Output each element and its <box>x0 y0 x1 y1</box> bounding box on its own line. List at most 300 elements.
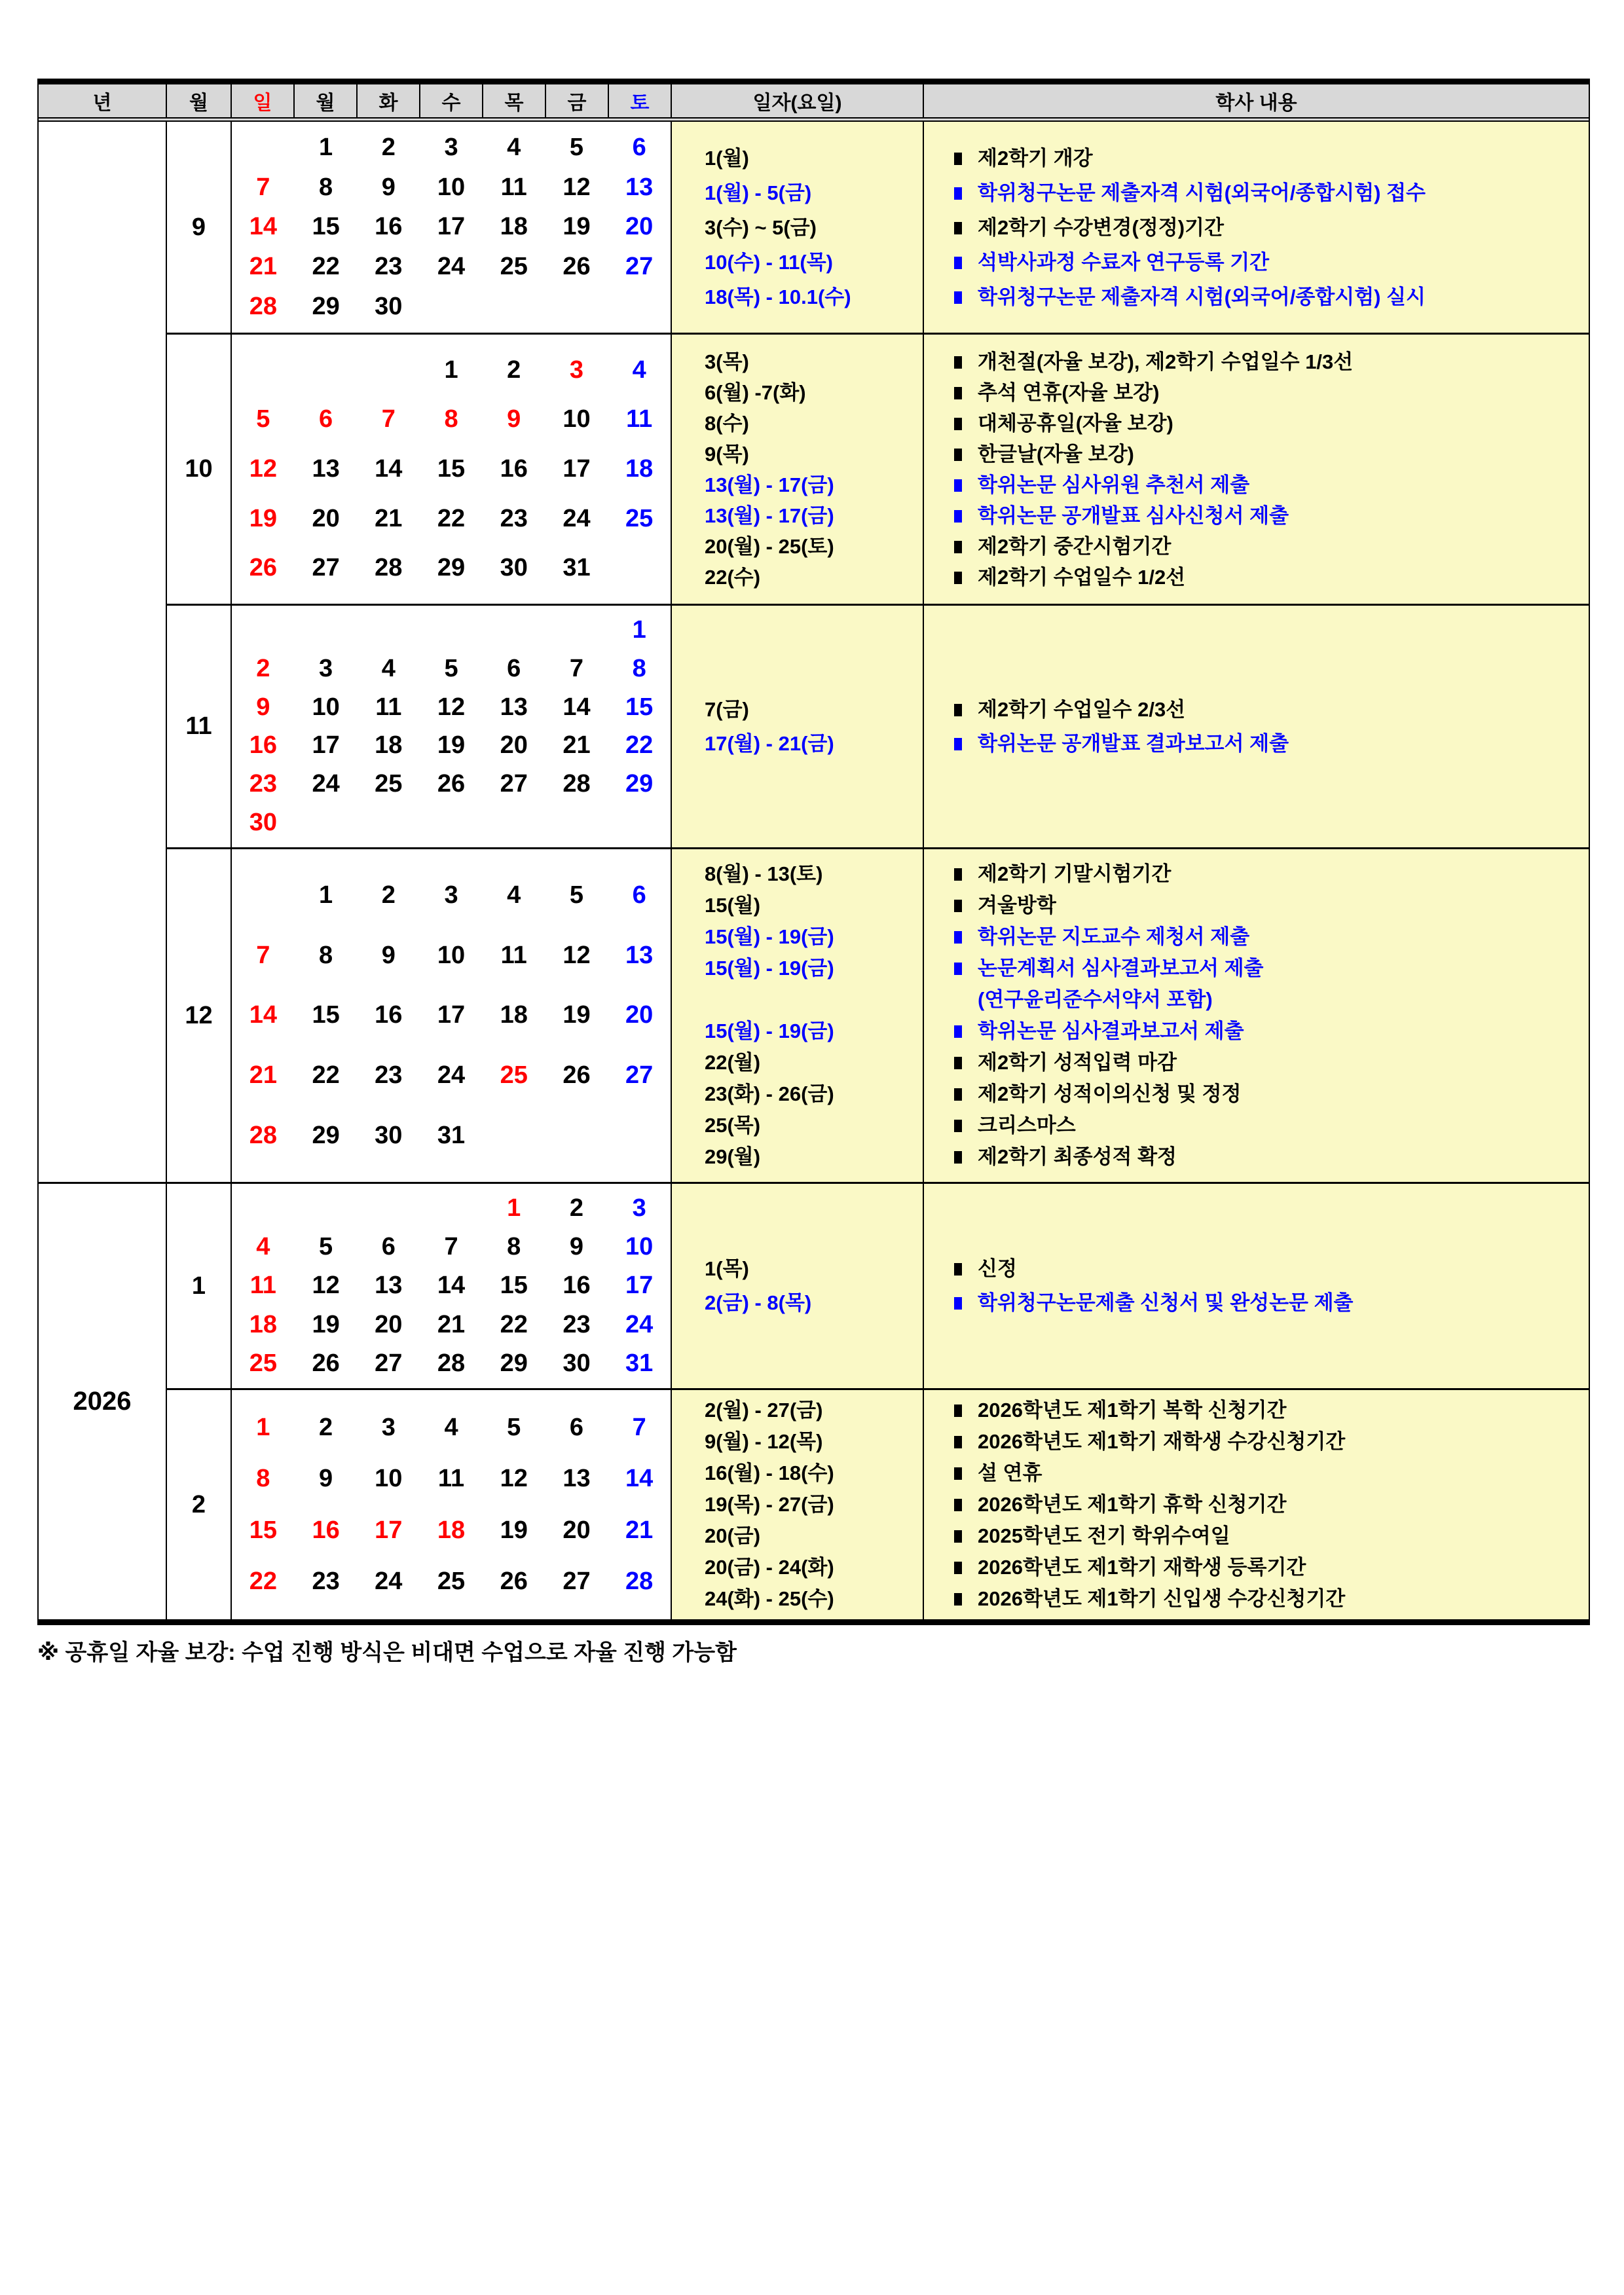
calendar-day: 30 <box>375 1122 403 1150</box>
calendar-day: 16 <box>249 731 277 760</box>
calendar-day: 28 <box>249 293 277 321</box>
event-item <box>954 921 1589 953</box>
calendar-day: 10 <box>625 1233 654 1261</box>
calendar-day: 11 <box>626 405 653 433</box>
calendar-day: 8 <box>319 941 333 969</box>
event-text: 겨울방학 <box>978 894 1056 917</box>
header-date-column: 일자(요일) <box>672 84 924 117</box>
bullet-square-icon <box>954 418 962 430</box>
event-date: 3(수) ~ 5(금) <box>705 215 817 239</box>
calendar-day: 10 <box>312 693 340 721</box>
calendar-week <box>232 693 671 722</box>
calendar-day <box>295 356 358 384</box>
event-contents-column <box>924 606 1589 847</box>
calendar-day: 7 <box>444 1233 458 1261</box>
calendar-week <box>232 1414 671 1442</box>
calendar-day: 23 <box>563 1310 591 1338</box>
calendar-day: 13 <box>625 941 654 969</box>
event-text: 학위논문 공개발표 심사신청서 제출 <box>978 504 1289 527</box>
header-year: 년 <box>39 84 167 117</box>
calendar-day: 31 <box>625 1349 654 1377</box>
calendar-day: 11 <box>375 693 402 721</box>
calendar-day: 5 <box>444 654 458 682</box>
calendar-day: 4 <box>444 1413 458 1441</box>
event-date: 20(금) <box>705 1524 761 1547</box>
bullet-square-icon <box>954 187 962 200</box>
calendar-day: 16 <box>375 1001 403 1029</box>
calendar-day: 5 <box>319 1233 333 1261</box>
bullet-square-icon <box>954 1263 962 1276</box>
calendar-day: 8 <box>507 1233 521 1261</box>
event-text: 학위청구논문제출 신청서 및 완성논문 제출 <box>978 1291 1354 1314</box>
calendar-day: 1 <box>319 133 333 161</box>
calendar-day: 21 <box>625 1516 654 1544</box>
event-date: 2(월) - 27(금) <box>705 1399 823 1422</box>
event-date: 15(월) <box>705 894 761 917</box>
month-section <box>167 122 1589 333</box>
month-number: 2 <box>167 1390 232 1619</box>
month-calendar <box>232 122 672 333</box>
calendar-day: 2 <box>569 1194 584 1222</box>
calendar-day: 7 <box>632 1413 646 1441</box>
calendar-week <box>232 1349 671 1378</box>
calendar-day: 17 <box>563 454 591 483</box>
calendar-week <box>232 253 671 281</box>
event-date: 18(목) - 10.1(수) <box>705 285 851 308</box>
calendar-day: 24 <box>437 253 466 281</box>
event-text: 제2학기 수업일수 2/3선 <box>978 697 1186 721</box>
calendar-week <box>232 942 671 970</box>
bullet-square-icon <box>954 963 962 975</box>
calendar-day: 11 <box>500 173 527 201</box>
calendar-day: 30 <box>375 293 403 321</box>
calendar-day: 12 <box>249 454 277 483</box>
calendar-day <box>483 1122 545 1150</box>
event-item <box>954 1583 1589 1615</box>
calendar-day: 13 <box>563 1465 591 1493</box>
calendar-day: 12 <box>563 173 591 201</box>
calendar-day: 20 <box>312 504 340 532</box>
bullet-square-icon <box>954 1405 962 1417</box>
month-calendar <box>232 606 672 847</box>
event-text: 2026학년도 제1학기 신입생 수강신청기간 <box>978 1587 1346 1610</box>
calendar-day: 13 <box>375 1272 403 1300</box>
event-date: 22(수) <box>705 565 761 589</box>
event-date: 15(월) - 19(금) <box>705 1019 834 1042</box>
calendar-day: 20 <box>625 1001 654 1029</box>
event-date: 1(월) - 5(금) <box>705 181 812 204</box>
calendar-day: 23 <box>375 1061 403 1090</box>
event-text: 논문계획서 심사결과보고서 제출 <box>978 957 1264 980</box>
calendar-day: 1 <box>444 356 458 384</box>
calendar-day: 28 <box>563 770 591 798</box>
month-number: 9 <box>167 122 232 333</box>
calendar-day: 6 <box>632 881 646 909</box>
header-weekday: 수 <box>420 84 483 117</box>
calendar-day: 30 <box>563 1349 591 1377</box>
event-text: 제2학기 수강변경(정정)기간 <box>978 215 1224 239</box>
event-date: 2(금) - 8(목) <box>705 1291 812 1314</box>
calendar-day: 15 <box>500 1272 528 1300</box>
calendar-day: 26 <box>563 253 591 281</box>
bullet-square-icon <box>954 704 962 716</box>
event-text: 학위청구논문 제출자격 시험(외국어/종합시험) 접수 <box>978 181 1426 204</box>
calendar-day: 27 <box>625 1061 654 1090</box>
event-item <box>954 500 1589 531</box>
calendar-day <box>232 1194 295 1222</box>
event-item <box>954 1141 1589 1173</box>
calendar-day: 5 <box>256 405 270 433</box>
calendar-day: 2 <box>507 356 521 384</box>
calendar-day: 22 <box>249 1568 277 1596</box>
calendar-day: 24 <box>563 504 591 532</box>
event-date: 7(금) <box>705 697 749 721</box>
calendar-day: 10 <box>563 405 591 433</box>
calendar-day: 25 <box>625 504 654 532</box>
event-dates-column <box>672 335 924 604</box>
event-item <box>954 1078 1589 1110</box>
event-date: 19(목) - 27(금) <box>705 1493 834 1516</box>
event-text: 제2학기 최종성적 확정 <box>978 1145 1177 1168</box>
calendar-day: 21 <box>437 1310 466 1338</box>
calendar-day: 26 <box>249 554 277 582</box>
calendar-day <box>483 293 545 321</box>
event-item <box>954 210 1589 245</box>
calendar-day: 23 <box>375 253 403 281</box>
event-date: 15(월) - 19(금) <box>705 925 834 948</box>
bullet-square-icon <box>954 257 962 269</box>
calendar-week <box>232 1516 671 1545</box>
event-item <box>954 245 1589 280</box>
event-item <box>954 1458 1589 1489</box>
month-section <box>167 1388 1589 1619</box>
calendar-day: 28 <box>437 1349 466 1377</box>
event-item <box>954 469 1589 500</box>
calendar-day: 19 <box>437 731 466 760</box>
event-contents-column <box>924 849 1589 1182</box>
calendar-day: 2 <box>319 1413 333 1441</box>
event-item <box>954 1395 1589 1426</box>
bullet-square-icon <box>954 541 962 553</box>
event-text: 학위논문 심사위원 추천서 제출 <box>978 473 1250 496</box>
calendar-day: 20 <box>500 731 528 760</box>
event-contents-column <box>924 1184 1589 1388</box>
calendar-day: 19 <box>563 213 591 241</box>
calendar-day: 24 <box>312 770 340 798</box>
event-text: 2026학년도 제1학기 재학생 수강신청기간 <box>978 1430 1346 1453</box>
calendar-week <box>232 213 671 241</box>
month-number: 12 <box>167 849 232 1182</box>
bullet-square-icon <box>954 1151 962 1164</box>
event-item <box>954 1489 1589 1520</box>
calendar-day <box>232 356 295 384</box>
calendar-day: 2 <box>381 133 396 161</box>
event-date: 1(목) <box>705 1257 749 1280</box>
event-text: (연구윤리준수서약서 포함) <box>978 988 1213 1011</box>
bullet-square-icon <box>954 738 962 750</box>
calendar-day: 16 <box>375 213 403 241</box>
table-body <box>39 122 1589 1619</box>
calendar-day: 15 <box>249 1516 277 1544</box>
calendar-week <box>232 554 671 582</box>
bullet-square-icon <box>954 900 962 912</box>
calendar-day: 15 <box>312 1001 340 1029</box>
calendar-day <box>608 1122 671 1150</box>
bullet-square-icon <box>954 1120 962 1132</box>
calendar-day: 19 <box>563 1001 591 1029</box>
bullet-square-icon <box>954 153 962 165</box>
event-date: 3(목) <box>705 350 749 373</box>
calendar-day: 29 <box>312 1122 340 1150</box>
calendar-day: 2 <box>256 654 270 682</box>
calendar-week <box>232 1194 671 1222</box>
calendar-day <box>420 809 483 837</box>
calendar-day: 9 <box>381 941 396 969</box>
calendar-day: 6 <box>319 405 333 433</box>
header-month: 월 <box>167 84 232 117</box>
event-date: 22(월) <box>705 1051 761 1074</box>
event-text: 대체공휴일(자율 보강) <box>978 411 1173 435</box>
bullet-square-icon <box>954 356 962 369</box>
event-date: 8(수) <box>705 411 749 435</box>
event-item <box>954 1252 1589 1286</box>
month-section <box>167 847 1589 1182</box>
calendar-day: 22 <box>312 1061 340 1090</box>
calendar-day: 1 <box>319 881 333 909</box>
calendar-day: 12 <box>437 693 466 721</box>
calendar-day <box>357 809 420 837</box>
calendar-day: 10 <box>437 173 466 201</box>
calendar-day: 28 <box>249 1122 277 1150</box>
calendar-day: 25 <box>437 1568 466 1596</box>
calendar-day: 14 <box>249 1001 277 1029</box>
calendar-day <box>545 616 608 644</box>
event-date: 10(수) - 11(목) <box>705 250 833 274</box>
calendar-day: 9 <box>319 1465 333 1493</box>
event-text: 2026학년도 제1학기 복학 신청기간 <box>978 1399 1287 1422</box>
calendar-week <box>232 1272 671 1300</box>
calendar-week <box>232 655 671 683</box>
calendar-day: 15 <box>625 693 654 721</box>
month-section <box>167 1182 1589 1388</box>
calendar-day: 25 <box>375 770 403 798</box>
event-item <box>954 175 1589 210</box>
event-text: 학위논문 지도교수 제청서 제출 <box>978 925 1250 948</box>
event-text: 제2학기 수업일수 1/2선 <box>978 565 1186 589</box>
event-text: 2026학년도 제1학기 휴학 신청기간 <box>978 1493 1287 1516</box>
event-item <box>954 953 1589 984</box>
calendar-week <box>232 1233 671 1261</box>
event-date: 13(월) - 17(금) <box>705 473 834 496</box>
calendar-day: 10 <box>375 1465 403 1493</box>
calendar-day: 24 <box>625 1310 654 1338</box>
event-item <box>954 531 1589 562</box>
calendar-week <box>232 616 671 644</box>
calendar-day: 14 <box>437 1272 466 1300</box>
calendar-day: 4 <box>507 133 521 161</box>
header-weekday: 목 <box>483 84 546 117</box>
event-date: 20(월) - 25(토) <box>705 534 834 558</box>
calendar-day <box>295 809 358 837</box>
calendar-day <box>545 1122 608 1150</box>
calendar-day <box>608 809 671 837</box>
calendar-day <box>357 1194 420 1222</box>
calendar-day: 6 <box>381 1233 396 1261</box>
bullet-square-icon <box>954 1562 962 1574</box>
event-text: 학위논문 공개발표 결과보고서 제출 <box>978 731 1289 755</box>
event-date: 20(금) - 24(화) <box>705 1556 834 1579</box>
calendar-day: 5 <box>507 1413 521 1441</box>
event-date <box>705 984 923 1016</box>
calendar-week <box>232 1568 671 1596</box>
calendar-day: 2 <box>381 881 396 909</box>
event-item <box>954 1520 1589 1552</box>
header-weekday: 일 <box>232 84 295 117</box>
calendar-day: 27 <box>312 554 340 582</box>
year-column <box>39 122 167 1619</box>
calendar-day <box>483 616 545 644</box>
bullet-square-icon <box>954 479 962 492</box>
calendar-week <box>232 731 671 760</box>
event-text: 제2학기 성적이의신청 및 정정 <box>978 1082 1242 1105</box>
event-date: 9(월) - 12(목) <box>705 1430 823 1453</box>
header-weekday: 월 <box>295 84 358 117</box>
event-date: 16(월) - 18(수) <box>705 1461 834 1484</box>
calendar-day: 29 <box>500 1349 528 1377</box>
event-item <box>954 693 1589 727</box>
calendar-day: 29 <box>312 293 340 321</box>
bullet-square-icon <box>954 1297 962 1310</box>
calendar-day: 6 <box>507 654 521 682</box>
calendar-day: 17 <box>312 731 340 760</box>
calendar-day: 5 <box>569 133 584 161</box>
calendar-day: 19 <box>249 504 277 532</box>
calendar-day <box>420 1194 483 1222</box>
event-date: 17(월) - 21(금) <box>705 731 834 755</box>
calendar-day: 8 <box>256 1465 270 1493</box>
calendar-day: 31 <box>563 554 591 582</box>
bullet-square-icon <box>954 868 962 881</box>
event-text: 제2학기 개강 <box>978 146 1093 170</box>
calendar-day: 30 <box>500 554 528 582</box>
bullet-square-icon <box>954 1499 962 1511</box>
calendar-day: 3 <box>444 881 458 909</box>
event-date: 15(월) - 19(금) <box>705 957 834 980</box>
calendar-day: 24 <box>437 1061 466 1090</box>
calendar-day: 11 <box>249 1272 276 1300</box>
calendar-day: 5 <box>569 881 584 909</box>
bullet-square-icon <box>954 1088 962 1101</box>
calendar-day <box>483 809 545 837</box>
calendar-day <box>295 1194 358 1222</box>
calendar-day: 16 <box>563 1272 591 1300</box>
calendar-day: 21 <box>249 253 277 281</box>
event-dates-column <box>672 122 924 333</box>
event-contents-column <box>924 335 1589 604</box>
calendar-day: 29 <box>625 770 654 798</box>
event-dates-column <box>672 1390 924 1619</box>
calendar-day: 14 <box>563 693 591 721</box>
month-section <box>167 333 1589 604</box>
calendar-day: 26 <box>312 1349 340 1377</box>
calendar-day: 3 <box>569 356 584 384</box>
calendar-day: 18 <box>249 1310 277 1338</box>
event-text: 한글날(자율 보강) <box>978 442 1134 466</box>
event-date: 8(월) - 13(토) <box>705 862 823 885</box>
calendar-day: 4 <box>507 881 521 909</box>
event-item <box>954 1016 1589 1047</box>
calendar-week <box>232 293 671 321</box>
month-calendar <box>232 335 672 604</box>
calendar-day: 12 <box>563 941 591 969</box>
calendar-day: 28 <box>375 554 403 582</box>
event-item <box>954 727 1589 761</box>
event-item <box>954 1110 1589 1141</box>
event-item <box>954 280 1589 314</box>
calendar-week <box>232 1311 671 1339</box>
calendar-day: 18 <box>625 454 654 483</box>
calendar-day: 21 <box>375 504 403 532</box>
calendar-day: 14 <box>375 454 403 483</box>
event-text: 크리스마스 <box>978 1114 1076 1137</box>
calendar-day <box>357 356 420 384</box>
event-date: 25(목) <box>705 1114 761 1137</box>
event-date: 13(월) - 17(금) <box>705 504 834 527</box>
calendar-day: 16 <box>500 454 528 483</box>
event-item <box>954 1552 1589 1583</box>
event-text: 2026학년도 제1학기 재학생 등록기간 <box>978 1556 1306 1579</box>
bullet-square-icon <box>954 1057 962 1069</box>
calendar-week <box>232 1465 671 1493</box>
calendar-day <box>420 293 483 321</box>
calendar-week <box>232 356 671 384</box>
calendar-day <box>608 554 671 582</box>
calendar-week <box>232 1001 671 1029</box>
calendar-day <box>232 616 295 644</box>
calendar-day: 18 <box>375 731 403 760</box>
calendar-day <box>357 616 420 644</box>
event-item <box>954 1047 1589 1078</box>
calendar-day: 13 <box>312 454 340 483</box>
calendar-day: 10 <box>437 941 466 969</box>
calendar-day: 20 <box>625 213 654 241</box>
event-item <box>954 858 1589 890</box>
calendar-day: 3 <box>444 133 458 161</box>
calendar-day: 3 <box>632 1194 646 1222</box>
calendar-day: 11 <box>437 1465 465 1493</box>
calendar-week <box>232 505 671 533</box>
event-item <box>954 1426 1589 1458</box>
calendar-day: 18 <box>500 213 528 241</box>
calendar-table <box>37 79 1590 1625</box>
calendar-day: 19 <box>500 1516 528 1544</box>
calendar-day: 17 <box>625 1272 654 1300</box>
event-item <box>954 346 1589 377</box>
month-section <box>167 604 1589 847</box>
calendar-day: 30 <box>249 809 277 837</box>
event-date: 23(화) - 26(금) <box>705 1082 834 1105</box>
calendar-day: 26 <box>437 770 466 798</box>
event-date: 1(월) <box>705 146 749 170</box>
header-weekday: 화 <box>358 84 420 117</box>
calendar-day: 12 <box>312 1272 340 1300</box>
calendar-day: 3 <box>381 1413 396 1441</box>
calendar-day: 8 <box>444 405 458 433</box>
month-number: 11 <box>167 606 232 847</box>
calendar-day: 31 <box>437 1122 466 1150</box>
calendar-day: 17 <box>437 213 466 241</box>
calendar-day: 15 <box>437 454 466 483</box>
